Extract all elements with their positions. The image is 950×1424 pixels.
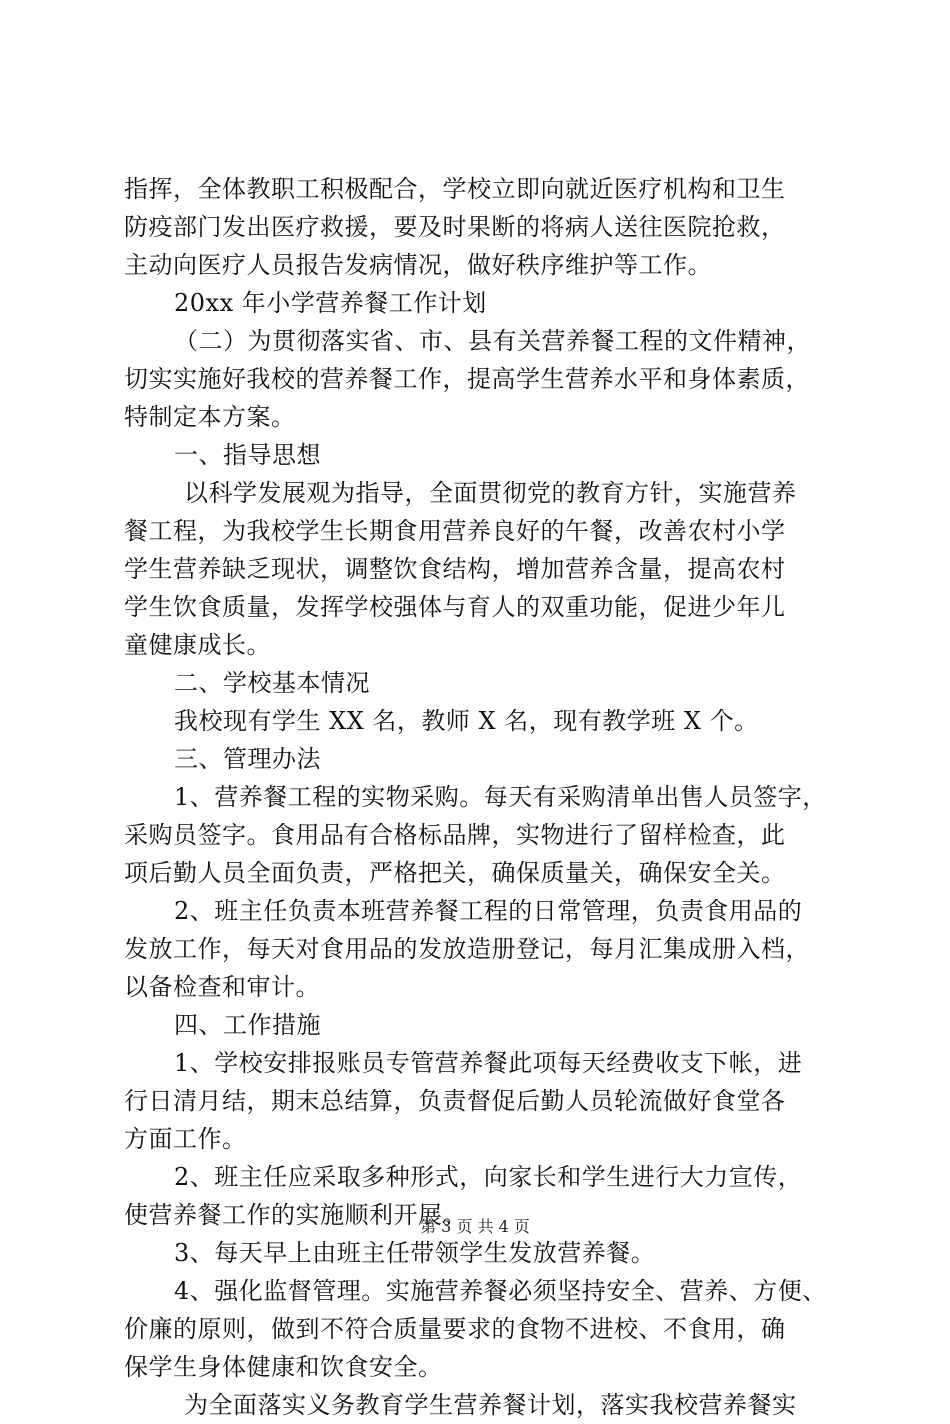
paragraph-line: 2、班主任负责本班营养餐工程的日常管理，负责食用品的: [174, 897, 803, 925]
paragraph-line: 2、班主任应采取多种形式，向家长和学生进行大力宣传，: [174, 1163, 803, 1191]
paragraph-line: 以备检查和审计。: [124, 973, 320, 1001]
paragraph-line: 发放工作，每天对食用品的发放造册登记，每月汇集成册入档，: [124, 935, 810, 963]
document-title: 20xx 年小学营养餐工作计划: [174, 289, 487, 317]
paragraph-line: 方面工作。: [124, 1125, 247, 1153]
section-heading: 四、工作措施: [174, 1011, 321, 1039]
paragraph-line: 4、强化监督管理。实施营养餐必须坚持安全、营养、方便、: [174, 1277, 827, 1305]
paragraph-line: （二）为贯彻落实省、市、县有关营养餐工程的文件精神，: [174, 327, 811, 355]
paragraph-line: 童健康成长。: [124, 631, 271, 659]
paragraph-line: 项后勤人员全面负责，严格把关，确保质量关，确保安全关。: [124, 859, 786, 887]
paragraph-line: 3、每天早上由班主任带领学生发放营养餐。: [174, 1239, 656, 1267]
paragraph-line: 使营养餐工作的实施顺利开展。: [124, 1201, 467, 1229]
paragraph-line: 切实实施好我校的营养餐工作，提高学生营养水平和身体素质，: [124, 365, 810, 393]
section-heading: 三、管理办法: [174, 745, 321, 773]
page-number-footer: 第 3 页 共 4 页: [420, 1217, 530, 1236]
paragraph-line: 采购员签字。食用品有合格标品牌，实物进行了留样检查，此: [124, 821, 786, 849]
paragraph-line: 我校现有学生 XX 名，教师 X 名，现有教学班 X 个。: [174, 707, 759, 735]
paragraph-line: 餐工程，为我校学生长期食用营养良好的午餐，改善农村小学: [124, 517, 786, 545]
paragraph-line: 价廉的原则，做到不符合质量要求的食物不进校、不食用，确: [124, 1315, 786, 1343]
paragraph-line: 行日清月结，期末总结算，负责督促后勤人员轮流做好食堂各: [124, 1087, 786, 1115]
paragraph-line: 特制定本方案。: [124, 403, 296, 431]
paragraph-line: 指挥，全体教职工积极配合，学校立即向就近医疗机构和卫生: [124, 175, 786, 203]
section-heading: 二、学校基本情况: [174, 669, 370, 697]
paragraph-line: 1、营养餐工程的实物采购。每天有采购清单出售人员签字，: [174, 783, 827, 811]
paragraph-line: 保学生身体健康和饮食安全。: [124, 1353, 443, 1381]
paragraph-line: 主动向医疗人员报告发病情况，做好秩序维护等工作。: [124, 251, 712, 279]
paragraph-line: 学生营养缺乏现状，调整饮食结构，增加营养含量，提高农村: [124, 555, 786, 583]
paragraph-line: 以科学发展观为指导，全面贯彻党的教育方针，实施营养: [184, 479, 797, 507]
paragraph-line: 防疫部门发出医疗救援，要及时果断的将病人送往医院抢救，: [124, 213, 786, 241]
paragraph-line: 为全面落实义务教育学生营养餐计划，落实我校营养餐实: [184, 1391, 797, 1419]
section-heading: 一、指导思想: [174, 441, 321, 469]
paragraph-line: 1、学校安排报账员专管营养餐此项每天经费收支下帐，进: [174, 1049, 803, 1077]
paragraph-line: 学生饮食质量，发挥学校强体与育人的双重功能，促进少年儿: [124, 593, 786, 621]
